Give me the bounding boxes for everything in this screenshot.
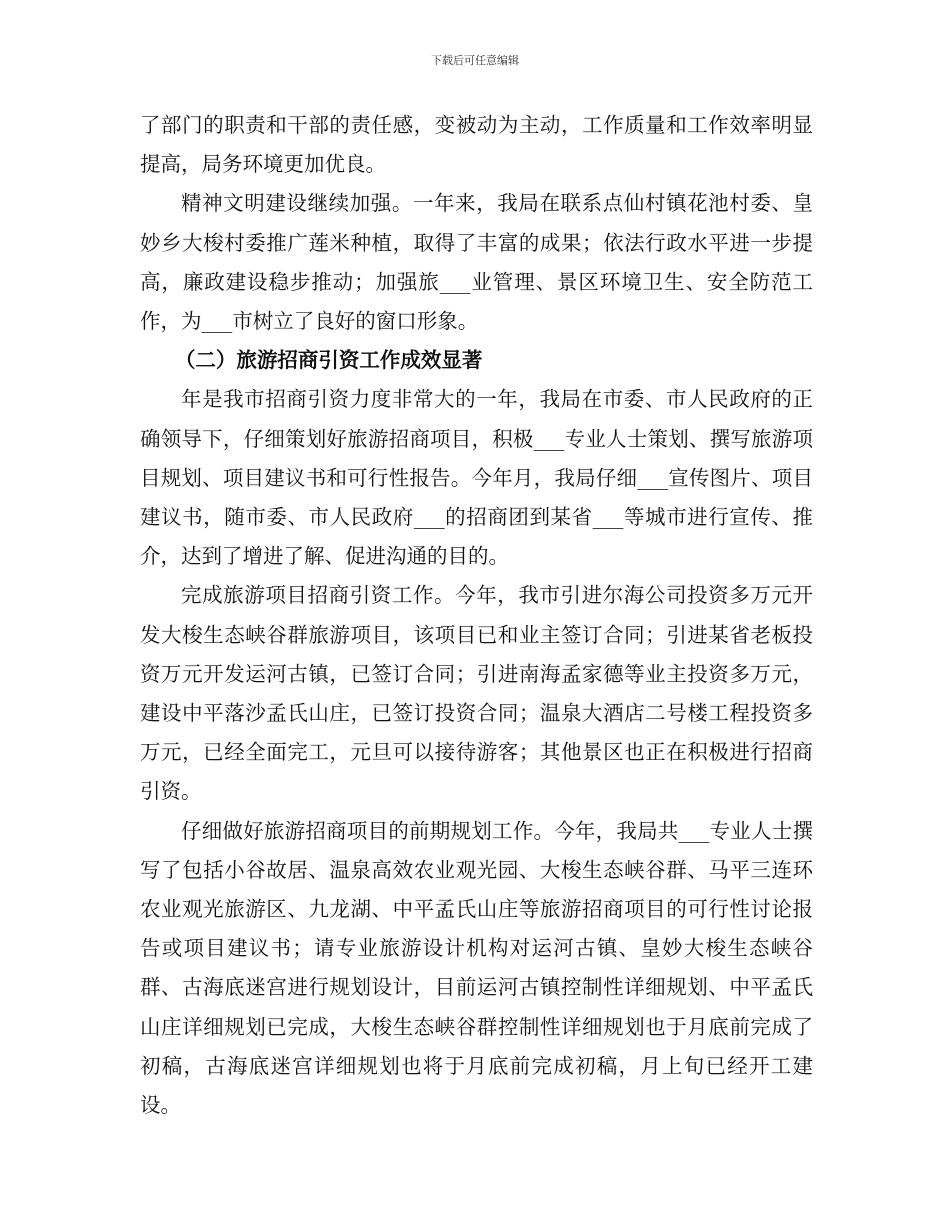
paragraph: 年是我市招商引资力度非常大的一年，我局在市委、市人民政府的正确领导下，仔细策划好旅游招商项目，积极___专业人士策划、撰写旅游项目规划、项目建议书和可行性报告。今年月，我局仔细___宣传图片、项目建议书，随市委、市人民政府___的招商团到某省___等城市进行宣传、推介，达到了增进了解、促进沟通的目的。 xyxy=(140,387,813,569)
section-heading: （二）旅游招商引资工作成效显著 xyxy=(174,348,483,373)
paragraph: 仔细做好旅游招商项目的前期规划工作。今年，我局共___专业人士撰写了包括小谷故居、温泉高效农业观光园、大梭生态峡谷群、马平三连环农业观光旅游区、九龙湖、中平孟氏山庄等旅游招商项目的可行性讨论报告或项目建议书；请专业旅游设计机构对运河古镇、皇妙大梭生态峡谷群、古海底迷宫进行规划设计，目前运河古镇控制性详细规划、中平孟氏山庄详细规划已完成，大梭生态峡谷群控制性详细规划也于月底前完成了初稿，古海底迷宫详细规划也将于月底前完成初稿，月上旬已经开工建设。 xyxy=(140,818,813,1118)
document-body xyxy=(140,106,813,1125)
paragraph: 完成旅游项目招商引资工作。今年，我市引进尔海公司投资多万元开发大梭生态峡谷群旅游项目，该项目已和业主签订合同；引进某省老板投资万元开发运河古镇，已签订合同；引进南海孟家德等业主投资多万元，建设中平落沙孟氏山庄，已签订投资合同；温泉大酒店二号楼工程投资多万元，已经全面完工，元旦可以接待游客；其他景区也正在积极进行招商引资。 xyxy=(140,583,813,804)
paragraph: 精神文明建设继续加强。一年来，我局在联系点仙村镇花池村委、皇妙乡大梭村委推广莲米种植，取得了丰富的成果；依法行政水平进一步提高，廉政建设稳步推动；加强旅___业管理、景区环境卫生、安全防范工作，为___市树立了良好的窗口形象。 xyxy=(140,191,813,334)
paragraph: 了部门的职责和干部的责任感，变被动为主动，工作质量和工作效率明显提高，局务环境更加优良。 xyxy=(140,113,813,177)
page-header: 下载后可任意编辑 xyxy=(431,54,519,67)
